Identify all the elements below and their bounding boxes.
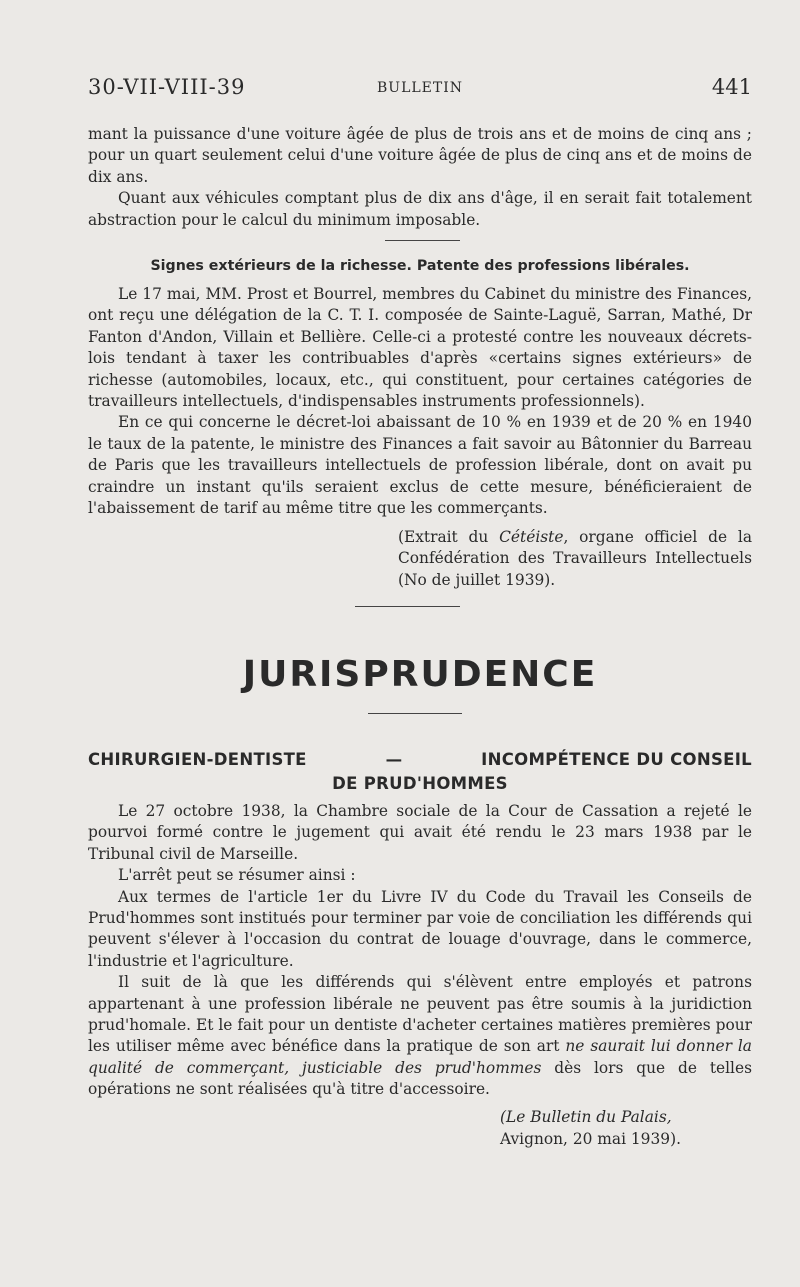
jurisprudence-title: JURISPRUDENCE <box>242 654 598 695</box>
reference-date: Avignon, 20 mai 1939). <box>500 1130 681 1148</box>
page-number: 441 <box>711 75 752 99</box>
section1-text <box>88 284 752 519</box>
section1-paragraph-1: Le 17 mai, MM. Prost et Bourrel, membres du Cabinet du ministre des Finances, ont reçu une délégation de la C. T. I. composée de Sainte-Laguë, Sarran, Mathé, Dr Fanton d'Andon, Villain et Bellière. Celle-ci a protesté contre les nouveaux décrets-lois tendant à taxer les contribuables d'après «certains signes extérieurs» de richesse (automobiles, locaux, etc., qui constituent, pour certaines catégories de travailleurs intellectuels, d'indispensables instruments professionnels). <box>88 285 752 411</box>
intro-text <box>88 124 752 231</box>
case-heading: CHIRURGIEN-DENTISTE — INCOMPÉTENCE DU CONSEIL DE PRUD'HOMMES <box>88 748 752 796</box>
source-citation: (Extrait du Cétéiste, organe officiel de la Confédération des Travailleurs Intellectuels (No de juillet 1939). <box>398 528 753 589</box>
issue-date: 30-VII-VIII-39 <box>88 75 246 99</box>
section-heading: Signes extérieurs de la richesse. Patente des professions libérales. <box>150 258 690 274</box>
case-paragraph-3: Aux termes de l'article 1er du Livre IV du Code du Travail les Conseils de Prud'hommes sont institués pour terminer par voie de conciliation les différends qui peuvent s'élever à l'occasion du contrat de louage d'ouvrage, dans le commerce, l'industrie et l'agriculture. <box>88 887 752 970</box>
journal-name: BULLETIN <box>376 80 464 96</box>
case-heading-line2: DE PRUD'HOMMES <box>332 774 508 793</box>
running-header <box>88 75 752 103</box>
title-top-rule <box>355 606 460 607</box>
case-heading-subject: CHIRURGIEN-DENTISTE <box>88 750 307 769</box>
case-reference <box>500 1106 752 1150</box>
case-paragraph-1: Le 27 octobre 1938, la Chambre sociale de la Cour de Cassation a rejeté le pourvoi formé contre le jugement qui avait été rendu le 23 mars 1938 par le Tribunal civil de Marseille. <box>88 802 752 863</box>
section1-paragraph-2: En ce qui concerne le décret-loi abaissant de 10 % en 1939 et de 20 % en 1940 le taux de la patente, le ministre des Finances a fait savoir au Bâtonnier du Barreau de Paris que les travailleurs intellectuels de profession libérale, dont on avait pu craindre un instant qu'ils seraient exclus de cette mesure, bénéficieraient de l'abaissement de tarif au même titre que les commerçants. <box>88 413 752 518</box>
source-name: Cétéiste <box>499 528 564 546</box>
intro-paragraph-2: Quant aux véhicules comptant plus de dix ans d'âge, il en serait fait totalement abstraction pour le calcul du minimum imposable. <box>88 189 752 229</box>
intro-paragraph-1: mant la puissance d'une voiture âgée de plus de trois ans et de moins de cinq ans ; pour un quart seulement celui d'une voiture âgée de plus de cinq ans et de moins de dix ans. <box>88 125 752 186</box>
title-bottom-rule <box>368 713 462 714</box>
section-divider <box>385 240 460 241</box>
case-paragraph-2: L'arrêt peut se résumer ainsi : <box>118 866 356 885</box>
case-text <box>88 801 752 1101</box>
case-heading-topic: INCOMPÉTENCE DU CONSEIL <box>481 750 752 769</box>
reference-source: (Le Bulletin du Palais, <box>500 1108 672 1126</box>
case-paragraph-4: Il suit de là que les différends qui s'élèvent entre employés et patrons appartenant à une profession libérale ne peuvent pas être soumis à la juridiction prud'homale. Et le fait pour un dentiste d'acheter certaines matières premières pour les utiliser même avec bénéfice dans la pratique de son art ne saurait lui donner la qualité de commerçant, justiciable des prud'hommes dès lors que de telles opérations ne sont réalisées qu'à titre d'accessoire. <box>88 973 752 1099</box>
